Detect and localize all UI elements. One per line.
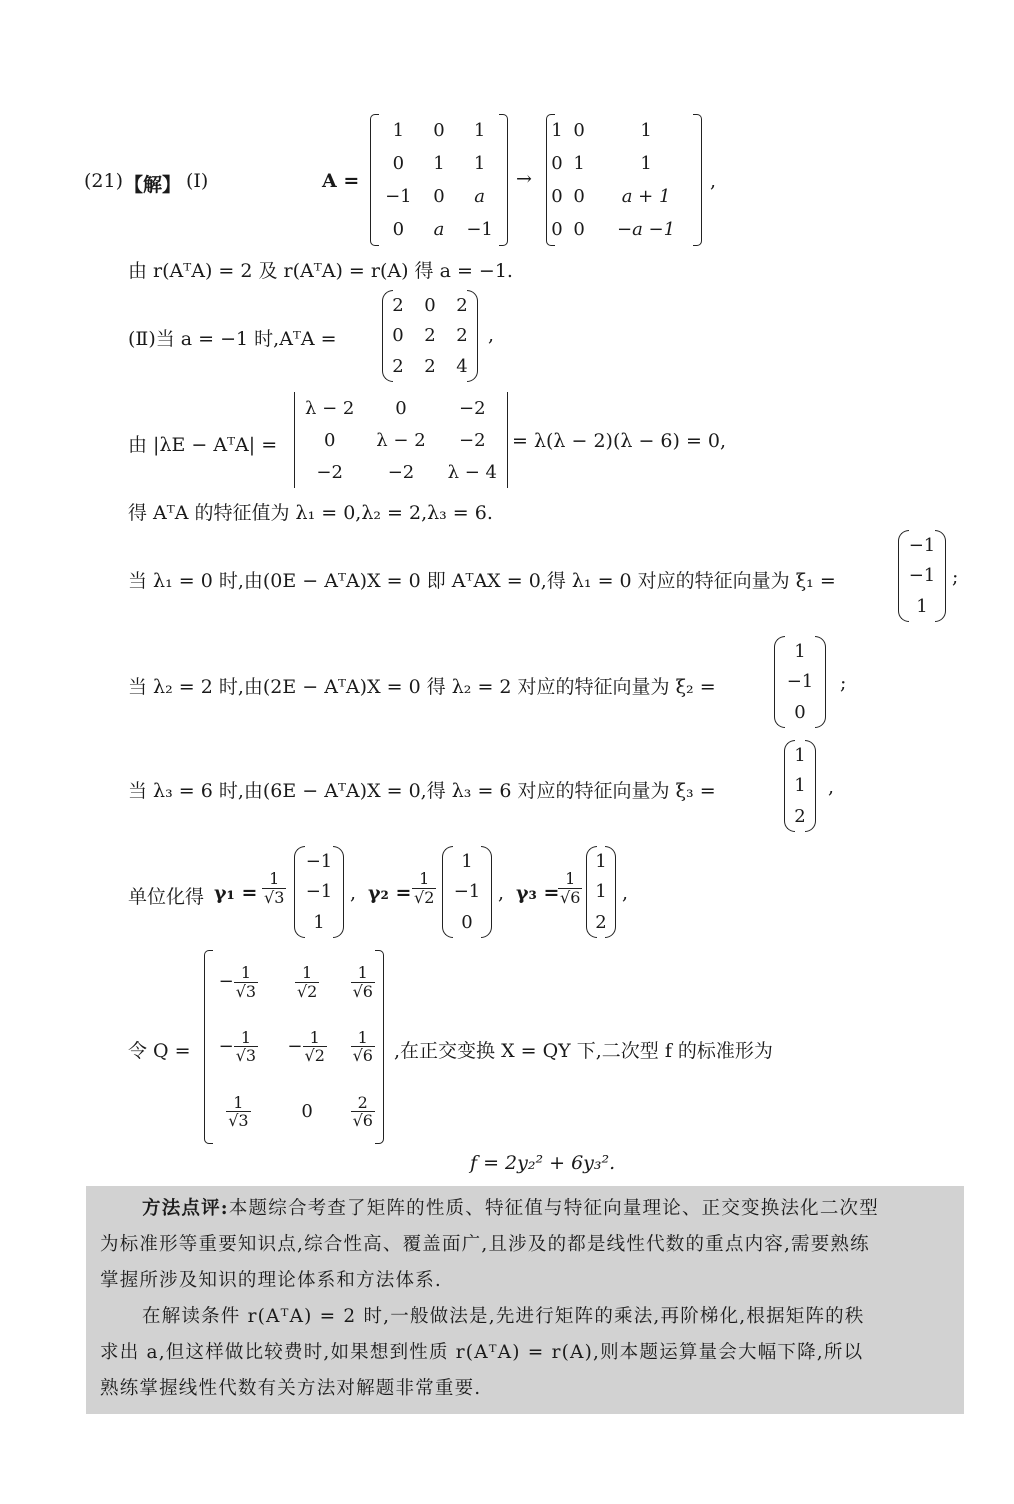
fraction-num: 1: [303, 1029, 327, 1048]
matrix-cell: 2: [392, 294, 404, 316]
gamma-1-vector: [294, 846, 344, 938]
vector-cell: 0: [461, 912, 473, 934]
matrix-cell: −2: [459, 397, 486, 419]
matrix-cell: 4: [456, 356, 468, 378]
semicolon: ;: [840, 672, 847, 694]
matrix-cell: 0: [392, 219, 405, 240]
fraction-num: 1: [234, 964, 258, 983]
fraction-num: 1: [558, 870, 582, 889]
matrix-cell: −2: [316, 461, 343, 483]
matrix-cell: −1: [385, 186, 412, 207]
vector-cell: 1: [313, 912, 325, 934]
matrix-cell: 2: [456, 294, 468, 316]
vector-cell: −1: [305, 881, 333, 903]
q-tail: ,在正交变换 X = QY 下,二次型 f 的标准形为: [394, 1040, 773, 1062]
char-poly-lead: 由 |λE − AᵀA| =: [128, 434, 278, 456]
matrix-cell: 1: [573, 153, 585, 174]
fraction-num: 1: [226, 1094, 250, 1113]
rank-line: 由 r(AᵀA) = 2 及 r(AᵀA) = r(A) 得 a = −1.: [128, 260, 513, 282]
q-cell: [342, 950, 384, 1015]
matrix-cell: 2: [424, 356, 436, 378]
q-lead: 令 Q =: [128, 1040, 191, 1062]
eigenvector-2-text: 当 λ₂ = 2 时,由(2E − AᵀA)X = 0 得 λ₂ = 2 对应的特征向量为 ξ₂ =: [128, 676, 716, 698]
matrix-cell: −2: [387, 461, 415, 483]
comment-text: 本题综合考查了矩阵的性质、特征值与特征向量理论、正交变换法化二次型: [228, 1198, 879, 1219]
vector-cell: 0: [794, 702, 806, 724]
matrix-cell: 0: [433, 186, 445, 207]
q-cell: [273, 950, 342, 1015]
fraction: [234, 964, 258, 1000]
vector-cell: 1: [794, 744, 806, 766]
matrix-cell: 2: [456, 325, 468, 347]
matrix-cell: 1: [392, 120, 405, 141]
gamma-1-label: γ₁ =: [214, 882, 258, 904]
fraction-num: 1: [262, 870, 286, 889]
eigenvector-3: [784, 740, 816, 832]
fraction: [234, 1029, 258, 1065]
problem-number: (21): [84, 170, 124, 192]
sign: −: [218, 1035, 234, 1057]
comma: ,: [710, 170, 717, 192]
matrix-cell: a: [433, 219, 445, 240]
fraction: [226, 1094, 250, 1130]
comment-line-4: 在解读条件 r(AᵀA) = 2 时,一般做法是,先进行矩阵的乘法,再阶梯化,根据矩阵的秩: [142, 1306, 865, 1327]
q-cell: 0: [301, 1101, 313, 1123]
matrix-cell: λ − 2: [304, 397, 355, 419]
part-two-lead: (Ⅱ)当 a = −1 时,AᵀA =: [128, 328, 337, 350]
matrix-a: [370, 114, 508, 246]
part-one-label: (Ⅰ): [186, 170, 209, 192]
fraction: [295, 964, 319, 1000]
matrix-cell: 2: [392, 356, 404, 378]
matrix-cell: 0: [392, 325, 404, 347]
vector-cell: −1: [305, 850, 333, 872]
vector-cell: 1: [794, 775, 806, 797]
matrix-cell: 0: [424, 294, 436, 316]
gamma-3-vector: [586, 846, 616, 938]
matrix-cell: 1: [433, 153, 445, 174]
comment-line-3: 掌握所涉及知识的理论体系和方法体系.: [100, 1270, 442, 1291]
fraction: [351, 1029, 375, 1065]
fraction: [412, 870, 436, 906]
comment-line-6: 熟练掌握线性代数有关方法对解题非常重要.: [100, 1378, 482, 1399]
fraction-den: √2: [296, 981, 318, 1001]
comment-line-2: 为标准形等重要知识点,综合性高、覆盖面广,且涉及的都是线性代数的重点内容,需要熟练: [100, 1234, 870, 1255]
unit-lead: 单位化得: [128, 886, 205, 908]
matrix-cell: 0: [551, 186, 563, 207]
q-cell: [204, 1015, 273, 1080]
fraction: [351, 1094, 375, 1130]
comment-title: 方法点评:: [142, 1198, 229, 1219]
fraction: [303, 1029, 327, 1065]
matrix-cell: a + 1: [621, 186, 671, 207]
standard-form: f = 2y₂² + 6y₃².: [470, 1152, 616, 1174]
fraction-num: 1: [295, 964, 319, 983]
matrix-ata: [382, 290, 478, 382]
matrix-cell: 0: [573, 186, 585, 207]
matrix-cell: 0: [323, 429, 336, 451]
vector-cell: 2: [595, 912, 607, 934]
matrix-cell: 0: [433, 120, 445, 141]
matrix-cell: 0: [551, 219, 563, 240]
comma: ,: [828, 776, 835, 798]
fraction-num: 1: [351, 964, 375, 983]
eigenvector-3-text: 当 λ₃ = 6 时,由(6E − AᵀA)X = 0,得 λ₃ = 6 对应的特征向量为 ξ₃ =: [128, 780, 716, 802]
fraction: [351, 964, 375, 1000]
fraction-den: √6: [352, 981, 373, 1001]
q-cell: [342, 1015, 384, 1080]
sign: −: [218, 971, 234, 993]
vector-cell: −1: [908, 534, 936, 556]
eigenvector-1-text: 当 λ₁ = 0 时,由(0E − AᵀA)X = 0 即 AᵀAX = 0,得 λ₁ = 0 对应的特征向量为 ξ₁ =: [128, 570, 836, 592]
vector-cell: −1: [786, 671, 814, 693]
vector-cell: −1: [453, 881, 481, 903]
eigenvalues-line: 得 AᵀA 的特征值为 λ₁ = 0,λ₂ = 2,λ₃ = 6.: [128, 502, 493, 524]
char-poly-result: = λ(λ − 2)(λ − 6) = 0,: [512, 430, 727, 452]
matrix-cell: a: [474, 186, 485, 207]
matrix-cell: λ − 4: [447, 461, 498, 483]
fraction: [262, 870, 286, 906]
matrix-cell: −1: [466, 219, 493, 240]
q-cell: [273, 1015, 342, 1080]
determinant: [294, 392, 508, 488]
eigenvector-2: [774, 636, 826, 728]
vector-cell: 1: [461, 850, 473, 872]
separator: ,: [350, 882, 357, 904]
vector-cell: 1: [595, 881, 607, 903]
fraction-num: 1: [351, 1029, 375, 1048]
vector-cell: 1: [794, 640, 806, 662]
comma: ,: [488, 324, 495, 346]
matrix-cell: 1: [473, 120, 486, 141]
arrow-icon: →: [516, 168, 532, 190]
fraction-den: √6: [352, 1046, 373, 1066]
solution-label: 【解】: [124, 174, 182, 196]
fraction-den: √6: [560, 887, 581, 907]
semicolon: ;: [952, 566, 959, 588]
q-cell: [342, 1079, 384, 1144]
vector-cell: 2: [794, 806, 806, 828]
comma: ,: [622, 882, 629, 904]
gamma-3-label: γ₃ =: [516, 882, 560, 904]
matrix-cell: 1: [473, 153, 486, 174]
q-cell: [204, 1079, 273, 1144]
fraction-num: 2: [351, 1094, 375, 1113]
fraction-den: √2: [304, 1046, 325, 1066]
eigenvector-1: [898, 530, 946, 622]
matrix-cell: 0: [395, 397, 407, 419]
gamma-2-label: γ₂ =: [368, 882, 412, 904]
matrix-cell: −a −1: [617, 219, 676, 240]
separator: ,: [498, 882, 505, 904]
matrix-cell: 2: [424, 325, 436, 347]
matrix-a-label: A =: [322, 170, 360, 192]
matrix-q: [204, 950, 384, 1144]
fraction-den: √3: [235, 981, 257, 1001]
fraction-den: √3: [228, 1111, 249, 1131]
fraction-num: 1: [234, 1029, 258, 1048]
fraction-den: √6: [352, 1111, 373, 1131]
matrix-cell: 0: [551, 153, 563, 174]
matrix-cell: 1: [640, 120, 652, 141]
matrix-cell: 0: [392, 153, 405, 174]
comment-line-1: [100, 1194, 950, 1220]
fraction-den: √3: [235, 1046, 257, 1066]
sign: −: [287, 1035, 303, 1057]
q-cell: [204, 950, 273, 1015]
method-comment-box: [86, 1186, 964, 1414]
matrix-a-reduced: [546, 114, 702, 246]
fraction-den: √2: [414, 887, 435, 907]
matrix-cell: λ − 2: [376, 429, 426, 451]
matrix-cell: 0: [573, 219, 585, 240]
matrix-cell: 1: [551, 120, 563, 141]
matrix-cell: 0: [573, 120, 585, 141]
fraction-num: 1: [412, 870, 436, 889]
fraction: [558, 870, 582, 906]
gamma-2-vector: [442, 846, 492, 938]
vector-cell: 1: [595, 850, 607, 872]
matrix-cell: −2: [459, 429, 486, 451]
fraction-den: √3: [264, 887, 285, 907]
vector-cell: −1: [908, 565, 936, 587]
matrix-cell: 1: [640, 153, 652, 174]
comment-line-5: 求出 a,但这样做比较费时,如果想到性质 r(AᵀA) = r(A),则本题运算量会大幅下降,所以: [100, 1342, 864, 1363]
vector-cell: 1: [916, 596, 928, 618]
